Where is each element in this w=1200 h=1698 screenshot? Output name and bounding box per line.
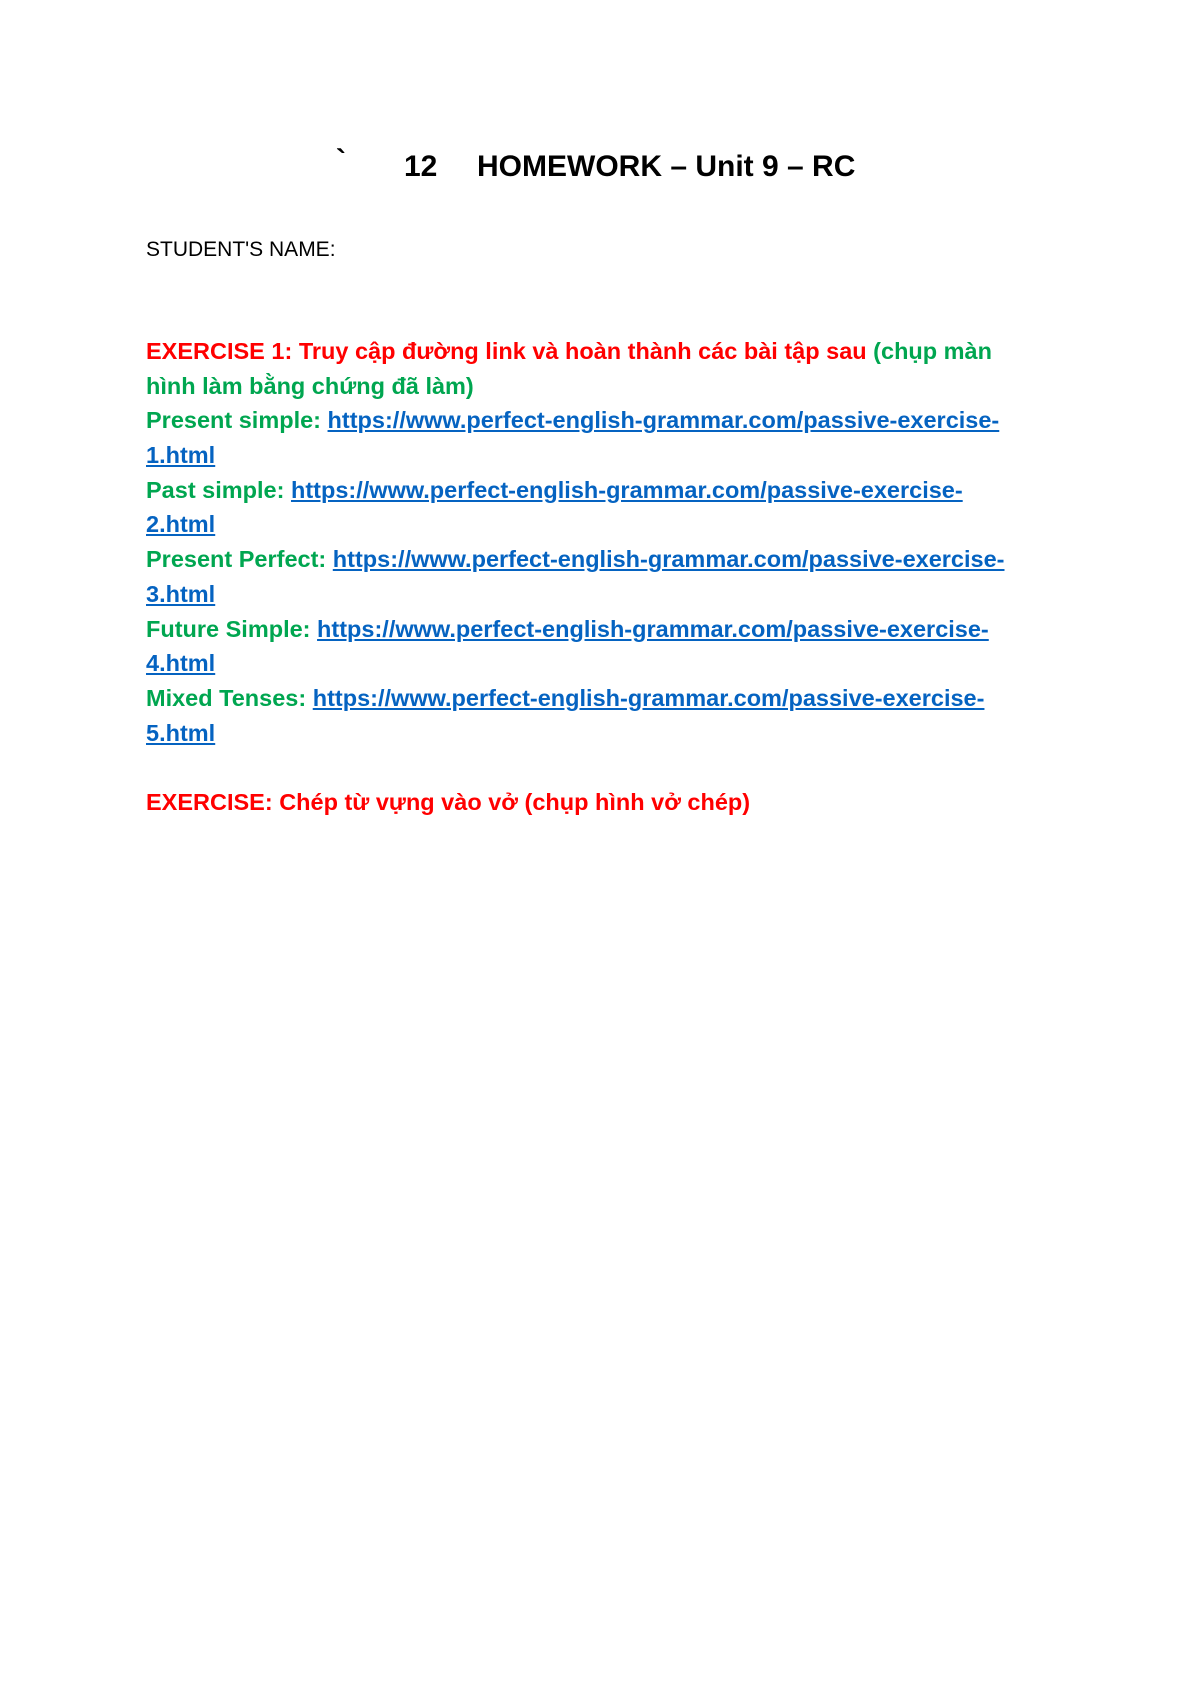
exercise1-note-cont: hình làm bằng chứng đã làm) [146, 372, 474, 399]
link-mixed-tenses-cont[interactable]: 5.html [146, 719, 216, 746]
exercise1-note-line [146, 369, 1086, 404]
link-item-present-perfect [146, 542, 1086, 577]
link-label-future-simple: Future Simple: [146, 615, 311, 642]
link-label-present-perfect: Present Perfect: [146, 546, 327, 573]
link-label-past-simple: Past simple: [146, 476, 285, 503]
link-item-present-simple [146, 403, 1086, 438]
link-future-simple-cont[interactable]: 4.html [146, 650, 216, 677]
link-present-simple[interactable]: https://www.perfect-english-grammar.com/passive-exercise- [327, 407, 1000, 434]
link-label-mixed-tenses: Mixed Tenses: [146, 684, 307, 711]
link-label-present-simple: Present simple: [146, 407, 322, 434]
link-item-future-simple [146, 612, 1086, 647]
link-item-future-simple-cont [146, 646, 1086, 681]
link-future-simple[interactable]: https://www.perfect-english-grammar.com/passive-exercise- [317, 615, 989, 642]
link-mixed-tenses[interactable]: https://www.perfect-english-grammar.com/passive-exercise- [312, 684, 985, 711]
link-item-past-simple [146, 473, 1086, 508]
exercise1-heading-line [146, 334, 1086, 369]
title-text: HOMEWORK – Unit 9 – RC [477, 150, 856, 183]
link-present-simple-cont[interactable]: 1.html [146, 442, 216, 469]
title-grade: 12 [404, 150, 438, 183]
link-item-past-simple-cont [146, 507, 1086, 542]
exercise1-instruction: Truy cập đường link và hoàn thành các bài tập sau [298, 338, 867, 364]
link-past-simple[interactable]: https://www.perfect-english-grammar.com/passive-exercise- [290, 476, 963, 503]
link-item-present-simple-cont [146, 438, 1086, 473]
exercise2-line [146, 785, 1086, 820]
link-item-mixed-tenses-cont [146, 716, 1086, 751]
exercise1-note: (chụp màn [873, 338, 992, 364]
title-backtick: ` [336, 144, 346, 177]
spacer [146, 750, 1086, 785]
exercise2-instruction: Chép từ vựng vào vở (chụp hình vở chép) [279, 788, 751, 815]
link-present-perfect[interactable]: https://www.perfect-english-grammar.com/passive-exercise- [332, 546, 1005, 573]
page-title [0, 144, 1200, 190]
exercise-block [146, 334, 1086, 820]
student-name-label: STUDENT'S NAME: [146, 238, 336, 261]
link-item-present-perfect-cont [146, 577, 1086, 612]
exercise2-label: EXERCISE: [146, 788, 273, 815]
link-past-simple-cont[interactable]: 2.html [146, 511, 216, 538]
link-present-perfect-cont[interactable]: 3.html [146, 580, 216, 607]
exercise1-label: EXERCISE 1: [146, 338, 293, 364]
link-item-mixed-tenses [146, 681, 1086, 716]
